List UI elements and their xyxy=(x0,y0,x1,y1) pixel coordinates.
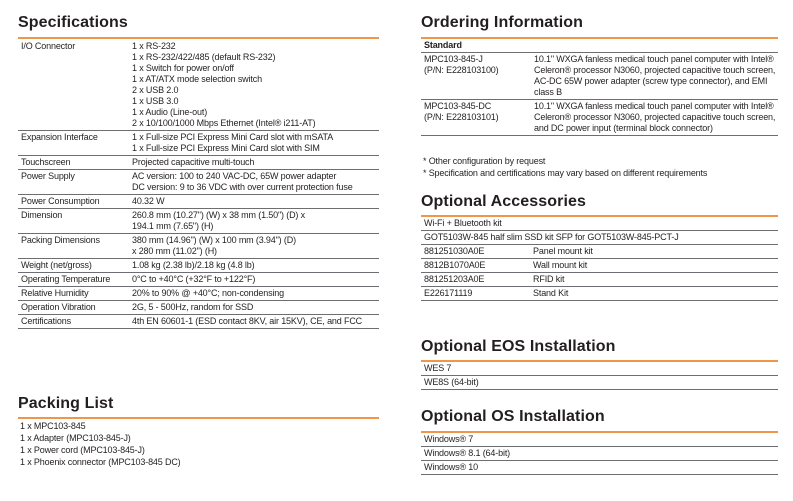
specifications-table xyxy=(18,40,379,329)
spec-value-line: 4th EN 60601-1 (ESD contact 8KV, air 15KV), CE, and FCC xyxy=(132,316,363,326)
spec-value-line: 2 x USB 2.0 xyxy=(132,85,179,95)
ordering-note: * Other configuration by request xyxy=(423,156,546,166)
os-table xyxy=(421,433,778,475)
packing-list-item: 1 x Phoenix connector (MPC103-845 DC) xyxy=(20,457,181,467)
accessory-name: Wall mount kit xyxy=(533,260,588,270)
accessory-part-number: 881251203A0E xyxy=(424,274,485,284)
spec-value-line: AC version: 100 to 240 VAC-DC, 65W power adapter xyxy=(132,171,337,181)
spec-value-line: 194.1 mm (7.65") (H) xyxy=(132,221,214,231)
spec-row xyxy=(18,301,379,315)
spec-row xyxy=(18,287,379,301)
spec-value xyxy=(128,287,379,301)
ordering-model-cell xyxy=(421,100,531,136)
accessory-row xyxy=(421,259,778,273)
ordering-header-row xyxy=(421,39,778,53)
ordering-model-cell xyxy=(421,53,531,100)
spec-value-line: 1 x RS-232/422/485 (default RS-232) xyxy=(132,52,276,62)
spec-value-line: 1 x USB 3.0 xyxy=(132,96,179,106)
accessory-row xyxy=(421,245,778,259)
spec-label: Certifications xyxy=(21,316,71,326)
accessory-name: RFID kit xyxy=(533,274,565,284)
spec-value xyxy=(128,195,379,209)
ordering-model: MPC103-845-J xyxy=(424,54,483,64)
accessory-part-number: 881251030A0E xyxy=(424,246,485,256)
spec-row xyxy=(18,195,379,209)
accessory-part-number: 8812B1070A0E xyxy=(424,260,486,270)
accessory-name: Wi-Fi + Bluetooth kit xyxy=(424,218,502,228)
spec-value-line: 40.32 W xyxy=(132,196,165,206)
spec-label: Power Consumption xyxy=(21,196,100,206)
ordering-description: 10.1" WXGA fanless medical touch panel computer with Intel® Celeron® processor N3060, projected capacitive touch screen, and DC power input (terminal block connector) xyxy=(534,101,776,133)
spec-value xyxy=(128,234,379,259)
spec-value xyxy=(128,209,379,234)
spec-label: Operation Vibration xyxy=(21,302,96,312)
spec-value-line: 2 x 10/100/1000 Mbps Ethernet (Intel® i211-AT) xyxy=(132,118,316,128)
ordering-table xyxy=(421,39,778,136)
spec-value xyxy=(128,40,379,131)
spec-label: Dimension xyxy=(21,210,63,220)
spec-label: Expansion Interface xyxy=(21,132,98,142)
os-name: Windows® 8.1 (64-bit) xyxy=(424,448,511,458)
eos-name: WES 7 xyxy=(424,363,452,373)
packing-list-item: 1 x MPC103-845 xyxy=(20,421,86,431)
spec-label: Power Supply xyxy=(21,171,75,181)
os-row xyxy=(421,433,778,447)
spec-row xyxy=(18,315,379,329)
accessory-row xyxy=(421,287,778,301)
spec-value-line: 1 x Audio (Line-out) xyxy=(132,107,208,117)
spec-value-line: 1 x Full-size PCI Express Mini Card slot with mSATA xyxy=(132,132,334,142)
packing-list-item: 1 x Power cord (MPC103-845-J) xyxy=(20,445,145,455)
spec-label: Weight (net/gross) xyxy=(21,260,92,270)
spec-value-line: Projected capacitive multi-touch xyxy=(132,157,255,167)
spec-row xyxy=(18,234,379,259)
packing-list xyxy=(18,420,181,468)
spec-value-line: 1.08 kg (2.38 lb)/2.18 kg (4.8 lb) xyxy=(132,260,255,270)
spec-value-line: 0°C to +40°C (+32°F to +122°F) xyxy=(132,274,256,284)
accessory-row xyxy=(421,231,778,245)
ordering-note: * Specification and certifications may vary based on different requirements xyxy=(423,168,708,178)
accessory-name: GOT5103W-845 half slim SSD kit SFP for GOT5103W-845-PCT-J xyxy=(424,232,679,242)
eos-title: Optional EOS Installation xyxy=(421,338,616,355)
accessories-table xyxy=(421,217,778,301)
ordering-part-number: (P/N: E228103100) xyxy=(424,65,499,75)
accessories-title: Optional Accessories xyxy=(421,193,587,210)
ordering-notes xyxy=(423,155,707,179)
spec-label: Packing Dimensions xyxy=(21,235,100,245)
spec-value xyxy=(128,301,379,315)
ordering-row xyxy=(421,53,778,100)
ordering-part-number: (P/N: E228103101) xyxy=(424,112,499,122)
os-name: Windows® 10 xyxy=(424,462,479,472)
os-name: Windows® 7 xyxy=(424,434,474,444)
eos-table xyxy=(421,362,778,390)
spec-label: I/O Connector xyxy=(21,41,76,51)
accessory-name: Panel mount kit xyxy=(533,246,593,256)
specifications-title: Specifications xyxy=(18,14,128,31)
spec-row xyxy=(18,40,379,131)
ordering-description: 10.1" WXGA fanless medical touch panel computer with Intel® Celeron® processor N3060, projected capacitive touch screen, AC-DC 65W power adapter (screw type connector), and EMI class B xyxy=(534,54,776,97)
os-row xyxy=(421,447,778,461)
spec-value xyxy=(128,131,379,156)
accessory-row xyxy=(421,217,778,231)
accessory-part-number: E226171119 xyxy=(424,288,473,298)
eos-row xyxy=(421,376,778,390)
spec-row xyxy=(18,273,379,287)
specifications-rule xyxy=(18,37,379,39)
eos-row xyxy=(421,362,778,376)
ordering-model: MPC103-845-DC xyxy=(424,101,492,111)
ordering-header: Standard xyxy=(424,40,462,50)
packing-list-title: Packing List xyxy=(18,395,114,412)
spec-value xyxy=(128,259,379,273)
spec-label: Relative Humidity xyxy=(21,288,89,298)
spec-value-line: 2G, 5 - 500Hz, random for SSD xyxy=(132,302,254,312)
spec-value-line: 20% to 90% @ +40°C; non-condensing xyxy=(132,288,284,298)
packing-list-rule xyxy=(18,417,379,419)
spec-value-line: 380 mm (14.96") (W) x 100 mm (3.94") (D) xyxy=(132,235,296,245)
spec-row xyxy=(18,131,379,156)
packing-list-item: 1 x Adapter (MPC103-845-J) xyxy=(20,433,131,443)
os-title: Optional OS Installation xyxy=(421,408,605,425)
spec-value xyxy=(128,170,379,195)
accessory-name: Stand Kit xyxy=(533,288,569,298)
spec-value-line: 1 x AT/ATX mode selection switch xyxy=(132,74,262,84)
accessory-row xyxy=(421,273,778,287)
spec-row xyxy=(18,209,379,234)
spec-value xyxy=(128,156,379,170)
spec-row xyxy=(18,259,379,273)
spec-value-line: 1 x Full-size PCI Express Mini Card slot with SIM xyxy=(132,143,320,153)
spec-row xyxy=(18,156,379,170)
spec-value-line: 1 x RS-232 xyxy=(132,41,176,51)
spec-value xyxy=(128,273,379,287)
spec-value-line: x 280 mm (11.02") (H) xyxy=(132,246,217,256)
spec-label: Operating Temperature xyxy=(21,274,111,284)
spec-value-line: 1 x Switch for power on/off xyxy=(132,63,234,73)
eos-name: WE8S (64-bit) xyxy=(424,377,479,387)
spec-value xyxy=(128,315,379,329)
spec-row xyxy=(18,170,379,195)
ordering-title: Ordering Information xyxy=(421,14,583,31)
ordering-row xyxy=(421,100,778,136)
spec-value-line: DC version: 9 to 36 VDC with over current protection fuse xyxy=(132,182,353,192)
spec-value-line: 260.8 mm (10.27") (W) x 38 mm (1.50") (D) x xyxy=(132,210,305,220)
os-row xyxy=(421,461,778,475)
spec-label: Touchscreen xyxy=(21,157,71,167)
